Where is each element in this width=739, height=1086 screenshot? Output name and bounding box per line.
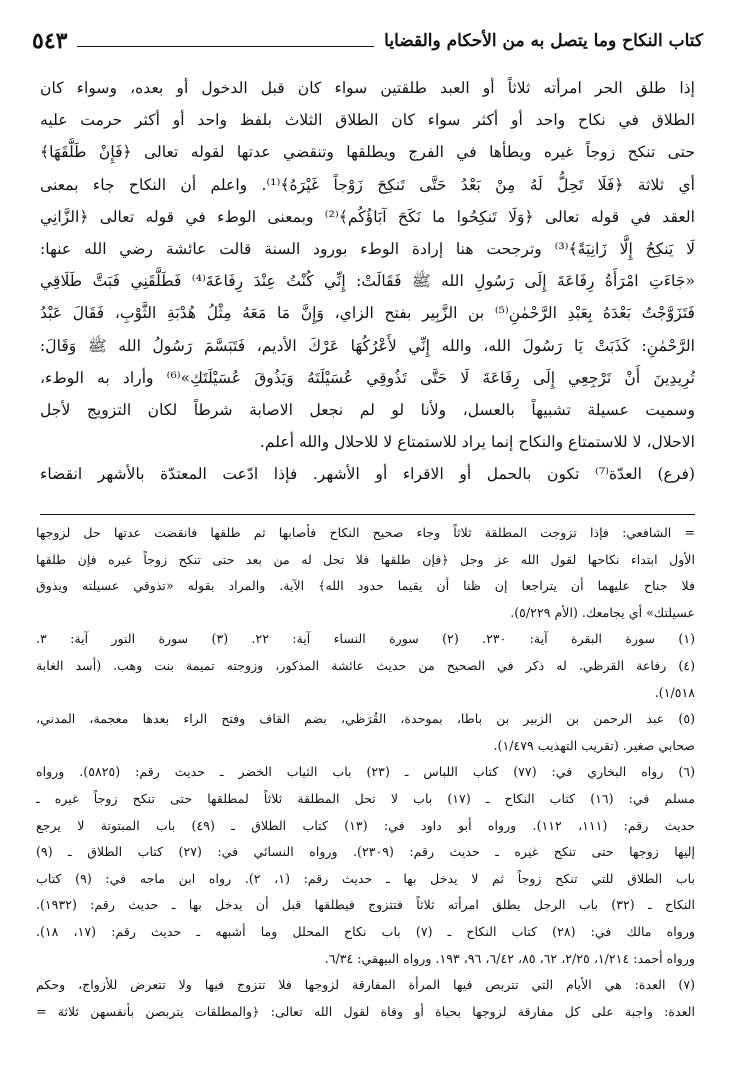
running-title: كتاب النكاح وما يتصل به من الأحكام والقضايا — [384, 31, 703, 51]
text-line: أي ثلاثة ﴿فَلَا تَحِلُّ لَهُ مِنْ بَعْدُ حَتَّى تَنكِحَ زَوْجاً غَيْرَهُ﴾⁽¹⁾. واعلم أن النكاح جاء بمعنى — [40, 175, 695, 194]
footnote-line: ورواه مالك في: (٢٨) كتاب النكاح ـ (٧) باب نكاح المحلل وما أشبهه ـ حديث رقم: (١٧، ١٨). — [36, 923, 695, 939]
footnote-line: العدة: واجبة على كل مفارقة لزوجها بحياة أو وفاة لقول الله تعالى: ﴿والمطلقات يتربصن بأنفسهن ثلاثة = — [36, 1003, 695, 1019]
footnotes — [36, 520, 695, 1025]
text-line: وسميت عسيلة تشبيهاً بالعسل، ولأنا لو لم نجعل الاصابة شرطاً لكان التزويج لأجل — [40, 401, 695, 420]
footnote-line: (٤) رفاعة القرظي. له ذكر في الصحيح من حديث عائشة المذكور، وزوجته تميمة بنت وهب. (أسد الغابة — [36, 657, 695, 673]
footnote-line: الأول ابتداء نكاحها لقول الله عز وجل ﴿فإن طلقها فلا تحل له من بعد حتى تنكح زوجاً غيره فإن طلقها — [36, 551, 695, 567]
footnote-line: فلا جناح عليهما أن يتراجعا إن ظنا أن يقيما حدود الله﴾ الآية. والمراد بقوله «تذوقي عسيلته ويذوق — [36, 578, 695, 594]
header-rule — [77, 46, 374, 47]
footnote-line: (٦) رواه البخاري في: (٧٧) كتاب اللباس ـ (٢٣) باب الثياب الخضر ـ حديث رقم: (٥٨٢٥). ورواه — [36, 764, 695, 780]
text-line: الطلاق في نكاح واحد أو أكثر سواء كان الطلاق الثلاث بلفظ واحد أو أكثر حرمت عليه — [40, 111, 695, 130]
footnote-line: مسلم في: (١٦) كتاب النكاح ـ (١٧) باب لا تحل المطلقة ثلاثاً لمطلقها حتى تنكح زوجاً غيره ـ — [36, 790, 695, 806]
text-line: تُرِيدِينَ أَنْ تَرْجِعِي إِلَى رِفَاعَةَ لَا حَتَّى تَذُوقِي عُسَيْلَتَهُ وَيَذُوقَ عُسَيْلَتَكِ»⁽⁶⁾ وأراد به الوطء، — [40, 368, 695, 387]
text-line: لَا يَنكِحُ إِلَّا زَانِيَةً﴾⁽³⁾ وترجحت هنا إرادة الوطء بورود السنة قالت عائشة رضي الله عنها: — [40, 240, 695, 259]
paragraph-1 — [40, 72, 695, 458]
footnote-line: إليها زوجها حتى تنكح غيره ـ حديث رقم: (٢٣٠٩). ورواه النسائي في: (٢٧) كتاب الطلاق ـ (٩) — [36, 844, 695, 860]
main-text — [40, 72, 695, 491]
paragraph-2 — [40, 458, 695, 490]
footnote-line: ورواه أحمد: ١/٢١٤، ٢/٢٥، ٦٢، ٨٥، ٦/٤٢، ٩٦، ١٩٣. ورواه البيهقي: ٦/٣٤. — [324, 950, 695, 966]
text-line: فَتَزَوَّجْتُ بَعْدَهُ بِعَبْدِ الرَّحْمٰنِ⁽⁵⁾ بن الزَّبِير بفتح الزاي، وَإِنَّ مَا مَعَهُ مِثْلُ هُدْبَةِ الثَّوْبِ، فَقَالَ عَبْدُ — [40, 304, 695, 323]
footnote-line: النكاح ـ (٣٢) باب الرجل يطلق امرأته ثلاثاً فتتزوج فيطلقها قبل أن يدخل بها ـ حديث رقم: (١٩٣٢). — [36, 897, 695, 913]
footnote-line: باب الطلاق للتي تنكح زوجاً ثم لا يدخل بها ـ حديث رقم: (١، ٢). رواه ابن ماجه في: (٩) كتاب — [36, 870, 695, 886]
footnote-separator — [40, 514, 695, 515]
footnote-line: عسيلتك» أي يجامعك. (الأم ٥/٢٢٩). — [510, 604, 695, 620]
footnote-line: ١/٥١٨). — [654, 684, 695, 700]
footnote-line: (٥) عبد الرحمن بن الزبير بن باطا، بموحدة، القُرَظي، بضم القاف وفتح الراء بعدها معجمة، المدني، — [36, 711, 695, 727]
footnote-line: (٧) العدة: هي الأيام التي تتربص فيها المرأة المفارقة لزوجها فلا تتزوج فيها ولا تتعرض للأزواج، وحكم — [36, 977, 695, 993]
text-line: الرَّحْمٰنِ: كَذَبَتْ يَا رَسُولَ الله، والله إِنِّي لأَعْرُكُهَا عَرْكَ الأديم، فَتَبَسَّمَ رَسُولُ الله ﷺ وَقَالَ: — [40, 336, 695, 355]
footnote-line: (١) سورة البقرة آية: ٢٣٠. (٢) سورة النساء آية: ٢٢. (٣) سورة النور آية: ٣. — [36, 631, 695, 647]
text-line: «جَاءَتِ امْرَأَةُ رِفَاعَةَ إِلَى رَسُولِ الله ﷺ فَقَالَتْ: إِنِّي كُنْتُ عِنْدَ رِفَاعَةَ⁽⁴⁾ فَطَلَّقَنِي فَبَتَّ طَلَاقِي — [40, 272, 695, 291]
text-line: (فرع) العدّة⁽⁷⁾ تكون بالحمل أو الاقراء أو الأشهر. فإذا ادّعت المعتدّة بالأشهر انقضاء — [40, 465, 695, 484]
footnote-line: حديث رقم: (١١١، ١١٢). ورواه أبو داود في: (١٣) كتاب الطلاق ـ (٤٩) باب المبتوتة لا يرجع — [36, 817, 695, 833]
text-line: حتى تنكح زوجاً غيره ويطأها في الفرج ويطلقها وتنقضي عدتها لقوله تعالى ﴿فَإِنْ طَلَّقَهَا﴾ — [40, 143, 695, 162]
page-header — [32, 28, 703, 54]
footnote-line: = الشافعي: فإذا تزوجت المطلقة ثلاثاً وجاء صحيح النكاح فأصابها ثم طلقها فانقضت عدتها حل لزوجها — [36, 525, 695, 540]
text-line: العقد في قوله تعالى ﴿وَلَا تَنكِحُوا ما نَكَحَ آبَاؤُكُم﴾⁽²⁾ وبمعنى الوطء في قوله تعالى ﴿الزَّانِي — [40, 207, 695, 226]
page-number: ٥٤٣ — [32, 28, 68, 54]
footnote-line: صحابي صغير. (تقريب التهذيب ١/٤٧٩). — [493, 737, 695, 753]
text-line: الاحلال، لا للاستمتاع والنكاح إنما يراد للاستمتاع لا للاحلال والله أعلم. — [259, 433, 695, 452]
text-line: إذا طلق الحر امرأته ثلاثاً أو العبد طلقتين سواء كان قبل الدخول أو بعده، وسواء كان — [40, 79, 695, 97]
